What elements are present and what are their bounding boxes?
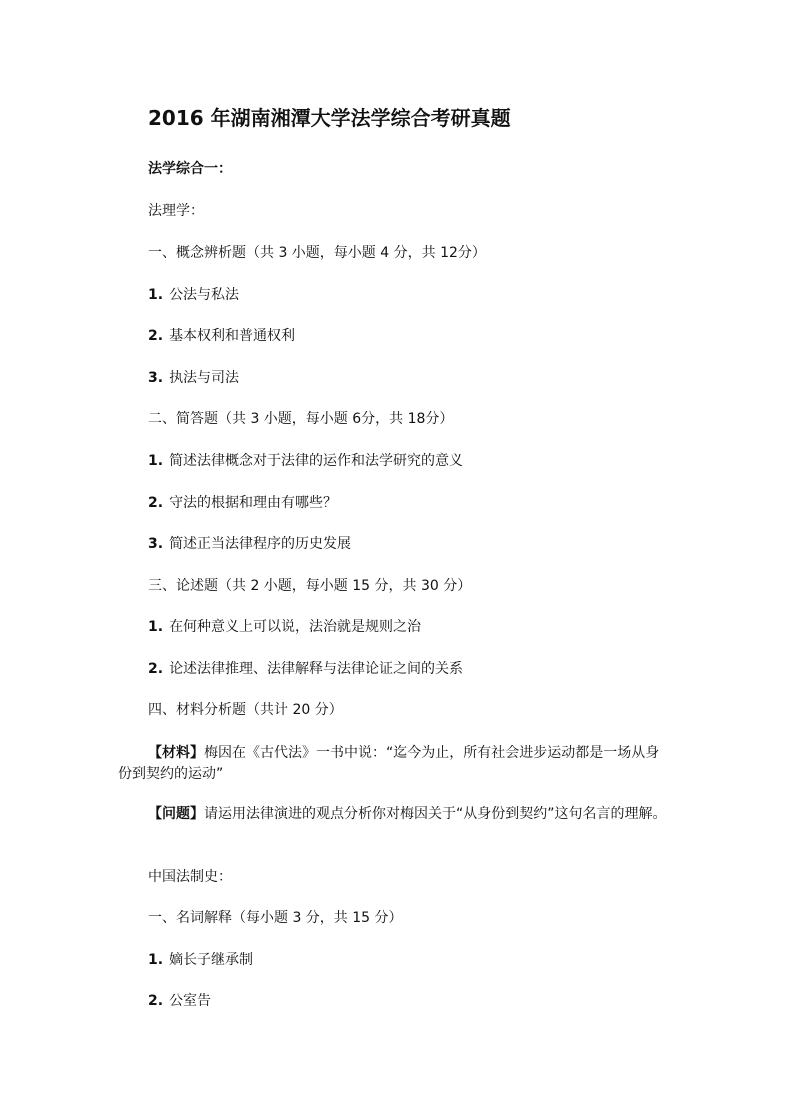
section3-heading: 三、论述题（共 2 小题，每小题 15 分，共 30 分） bbox=[148, 578, 472, 594]
item-text: 在何种意义上可以说，法治就是规则之治 bbox=[169, 619, 422, 635]
item-text: 嫡长子继承制 bbox=[169, 952, 254, 968]
item-text: 简述正当法律程序的历史发展 bbox=[169, 536, 352, 552]
item-text: 守法的根据和理由有哪些？ bbox=[169, 495, 338, 511]
part1-heading: 法学综合一： bbox=[148, 161, 232, 177]
item-text: 基本权利和普通权利 bbox=[169, 328, 296, 344]
section4-heading: 四、材料分析题（共计 20 分） bbox=[148, 702, 343, 718]
item-number: 2. bbox=[148, 993, 164, 1009]
material-text-line2: 份到契约的运动” bbox=[118, 766, 224, 782]
list-item bbox=[148, 286, 239, 304]
item-number: 2. bbox=[148, 495, 164, 511]
list-item bbox=[148, 618, 421, 636]
list-item bbox=[148, 992, 211, 1010]
item-number: 1. bbox=[148, 619, 164, 635]
item-number: 1. bbox=[148, 287, 164, 303]
item-text: 公法与私法 bbox=[169, 287, 240, 303]
item-number: 1. bbox=[148, 952, 164, 968]
material-paragraph bbox=[118, 743, 678, 785]
question-label: 【问题】 bbox=[148, 806, 204, 822]
jurisprudence-heading: 法理学： bbox=[148, 203, 204, 219]
section2-heading: 二、简答题（共 3 小题，每小题 6分，共 18分） bbox=[148, 411, 454, 427]
list-item bbox=[148, 452, 463, 470]
list-item bbox=[148, 369, 239, 387]
item-number: 2. bbox=[148, 661, 164, 677]
material-text-line1: 梅因在《古代法》一书中说：“迄今为止，所有社会进步运动都是一场从身 bbox=[204, 745, 660, 761]
list-item bbox=[148, 951, 253, 969]
item-text: 论述法律推理、法律解释与法律论证之间的关系 bbox=[169, 661, 464, 677]
list-item bbox=[148, 660, 463, 678]
section1-heading: 一、概念辨析题（共 3 小题，每小题 4 分，共 12分） bbox=[148, 245, 486, 261]
item-number: 1. bbox=[148, 453, 164, 469]
item-text: 公室告 bbox=[169, 993, 212, 1009]
item-number: 2. bbox=[148, 328, 164, 344]
question-paragraph bbox=[148, 805, 667, 823]
item-number: 3. bbox=[148, 536, 164, 552]
legal-history-section1-heading: 一、名词解释（每小题 3 分，共 15 分） bbox=[148, 910, 403, 926]
question-text: 请运用法律演进的观点分析你对梅因关于“从身份到契约”这句名言的理解。 bbox=[204, 806, 667, 822]
list-item bbox=[148, 535, 351, 553]
list-item bbox=[148, 327, 295, 345]
item-text: 简述法律概念对于法律的运作和法学研究的意义 bbox=[169, 453, 464, 469]
item-number: 3. bbox=[148, 370, 164, 386]
list-item bbox=[148, 494, 337, 512]
document-title: 2016 年湖南湘潭大学法学综合考研真题 bbox=[148, 106, 511, 130]
material-label: 【材料】 bbox=[148, 745, 204, 761]
item-text: 执法与司法 bbox=[169, 370, 240, 386]
legal-history-heading: 中国法制史： bbox=[148, 869, 232, 885]
